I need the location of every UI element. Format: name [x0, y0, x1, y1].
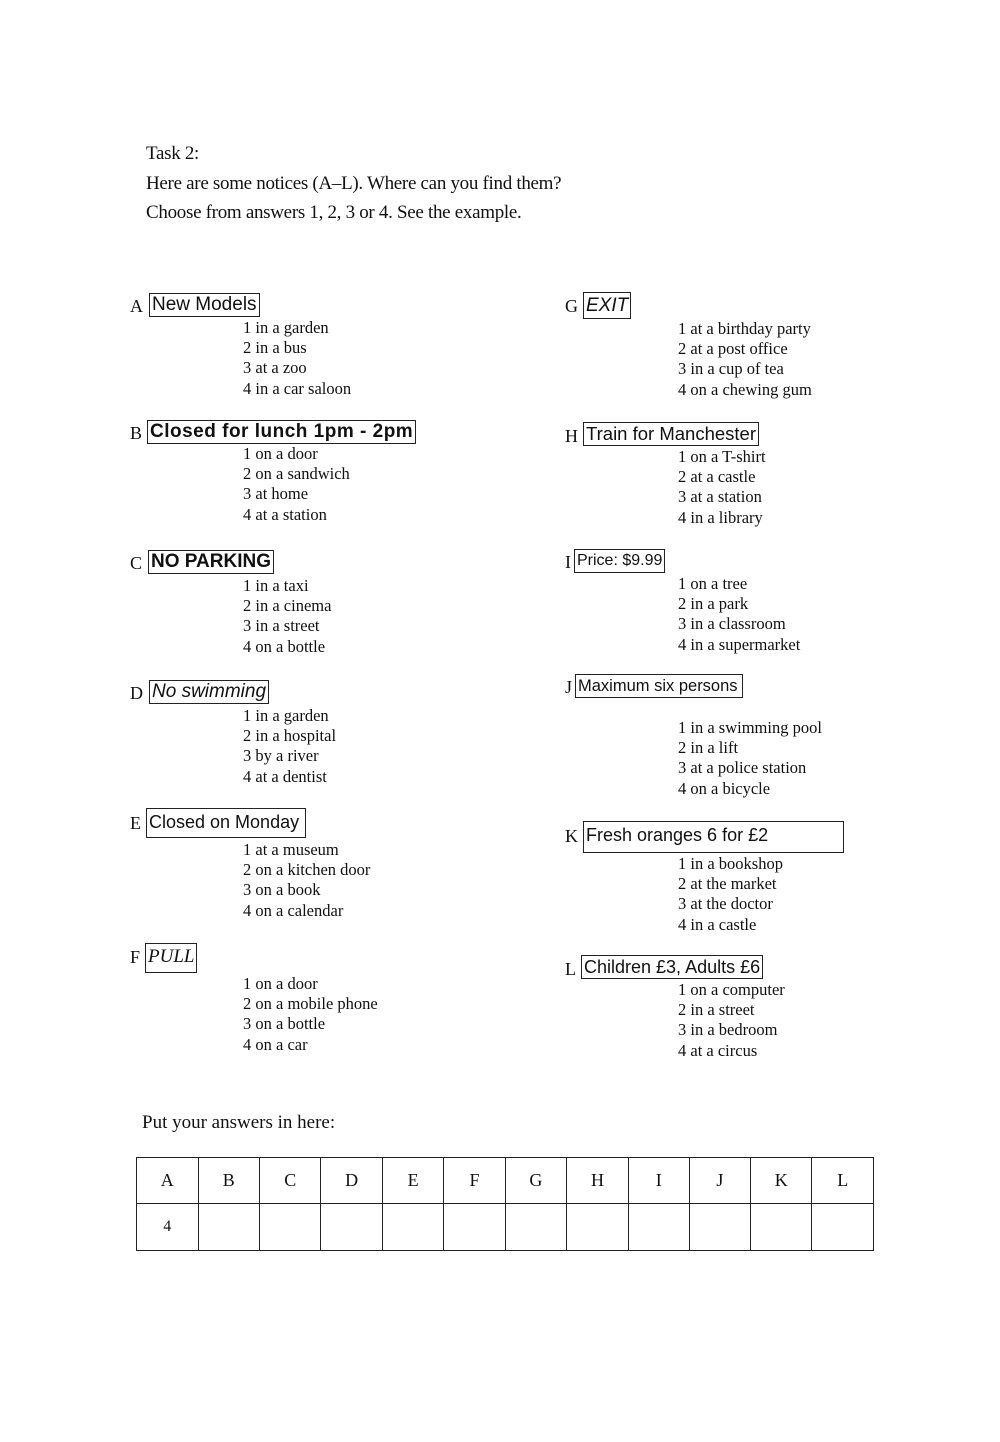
notice-f: PULL	[145, 943, 197, 973]
answer-cell-e[interactable]	[382, 1204, 443, 1251]
notice-k: Fresh oranges 6 for £2	[583, 821, 844, 853]
question-letter-j: J	[565, 677, 573, 697]
option-j-3[interactable]: 3 at a police station	[678, 758, 807, 778]
instruction-line-2: Choose from answers 1, 2, 3 or 4. See the example.	[146, 202, 522, 223]
option-g-2[interactable]: 2 at a post office	[678, 339, 788, 359]
option-h-2[interactable]: 2 at a castle	[678, 467, 756, 487]
answer-header-k: K	[750, 1158, 812, 1204]
option-g-1[interactable]: 1 at a birthday party	[678, 319, 811, 338]
answer-header-h: H	[567, 1158, 629, 1204]
options-k	[678, 854, 783, 935]
option-d-4[interactable]: 4 at a dentist	[243, 766, 327, 786]
notice-g: EXIT	[583, 292, 631, 319]
option-f-1[interactable]: 1 on a door	[243, 974, 318, 993]
option-e-1[interactable]: 1 at a museum	[243, 840, 339, 859]
option-a-2[interactable]: 2 in a bus	[243, 338, 307, 358]
option-j-2[interactable]: 2 in a lift	[678, 738, 739, 758]
notice-a: New Models	[149, 293, 260, 317]
option-b-1[interactable]: 1 on a door	[243, 444, 318, 463]
answer-cell-l[interactable]	[812, 1204, 874, 1251]
question-letter-k: K	[565, 826, 578, 846]
option-k-2[interactable]: 2 at the market	[678, 874, 777, 894]
option-f-3[interactable]: 3 on a bottle	[243, 1014, 326, 1034]
question-letter-d: D	[130, 683, 143, 703]
option-k-4[interactable]: 4 in a castle	[678, 914, 757, 934]
question-letter-c: C	[130, 553, 143, 573]
option-b-4[interactable]: 4 at a station	[243, 504, 327, 524]
answer-header-d: D	[321, 1158, 383, 1204]
answer-header-g: G	[505, 1158, 567, 1204]
answer-header-l: L	[812, 1158, 874, 1204]
question-letter-e: E	[130, 813, 141, 833]
answer-cell-c[interactable]	[259, 1204, 320, 1251]
answer-header-f: F	[444, 1158, 505, 1204]
notice-l: Children £3, Adults £6	[581, 955, 763, 979]
question-letter-f: F	[130, 947, 141, 967]
notice-c: NO PARKING	[148, 550, 274, 574]
answer-header-j: J	[689, 1158, 750, 1204]
option-g-4[interactable]: 4 on a chewing gum	[678, 379, 812, 399]
answer-cell-h[interactable]	[567, 1204, 629, 1251]
option-e-3[interactable]: 3 on a book	[243, 880, 321, 900]
option-c-4[interactable]: 4 on a bottle	[243, 636, 326, 656]
option-j-4[interactable]: 4 on a bicycle	[678, 778, 771, 798]
option-i-2[interactable]: 2 in a park	[678, 594, 749, 614]
question-letter-h: H	[565, 426, 578, 446]
answer-header-b: B	[198, 1158, 259, 1204]
answer-cell-i[interactable]	[628, 1204, 689, 1251]
option-h-3[interactable]: 3 at a station	[678, 487, 762, 507]
options-i	[678, 574, 800, 655]
options-b	[243, 444, 350, 525]
options-d	[243, 706, 336, 787]
option-l-4[interactable]: 4 at a circus	[678, 1040, 758, 1060]
question-letter-a: A	[130, 296, 143, 316]
answer-cell-k[interactable]	[750, 1204, 812, 1251]
option-a-4[interactable]: 4 in a car saloon	[243, 378, 352, 398]
instruction-line-1: Here are some notices (A–L). Where can you find them?	[146, 173, 562, 194]
option-k-3[interactable]: 3 at the doctor	[678, 894, 773, 914]
option-f-4[interactable]: 4 on a car	[243, 1034, 308, 1054]
notice-e: Closed on Monday	[146, 808, 306, 838]
option-b-2[interactable]: 2 on a sandwich	[243, 464, 350, 484]
option-d-3[interactable]: 3 by a river	[243, 746, 319, 766]
question-letter-b: B	[130, 423, 143, 443]
option-l-1[interactable]: 1 on a computer	[678, 980, 785, 999]
question-letter-l: L	[565, 959, 576, 979]
option-a-3[interactable]: 3 at a zoo	[243, 358, 307, 378]
option-h-1[interactable]: 1 on a T-shirt	[678, 447, 766, 466]
notice-b: Closed for lunch 1pm - 2pm	[147, 420, 416, 444]
options-c	[243, 576, 331, 657]
option-i-1[interactable]: 1 on a tree	[678, 574, 748, 593]
options-e	[243, 840, 370, 921]
options-j	[678, 718, 822, 799]
answer-cell-d[interactable]	[321, 1204, 383, 1251]
answer-cell-a[interactable]: 4	[137, 1204, 199, 1251]
options-h	[678, 447, 766, 528]
answer-header-e: E	[382, 1158, 443, 1204]
option-c-1[interactable]: 1 in a taxi	[243, 576, 309, 595]
notice-i: Price: $9.99	[574, 549, 665, 573]
options-g	[678, 319, 812, 400]
answer-cell-f[interactable]	[444, 1204, 505, 1251]
task-title: Task 2:	[146, 143, 200, 164]
question-letter-g: G	[565, 296, 578, 316]
option-c-2[interactable]: 2 in a cinema	[243, 596, 332, 616]
option-d-2[interactable]: 2 in a hospital	[243, 726, 337, 746]
answer-header-a: A	[137, 1158, 199, 1204]
options-f	[243, 974, 378, 1055]
option-i-3[interactable]: 3 in a classroom	[678, 614, 786, 634]
answer-header-i: I	[628, 1158, 689, 1204]
option-b-3[interactable]: 3 at home	[243, 484, 309, 504]
option-d-1[interactable]: 1 in a garden	[243, 706, 329, 725]
option-a-1[interactable]: 1 in a garden	[243, 318, 329, 337]
answer-header-c: C	[259, 1158, 320, 1204]
notice-j: Maximum six persons	[575, 674, 743, 698]
answer-cell-b[interactable]	[198, 1204, 259, 1251]
option-l-3[interactable]: 3 in a bedroom	[678, 1020, 778, 1040]
options-l	[678, 980, 785, 1061]
option-e-4[interactable]: 4 on a calendar	[243, 900, 344, 920]
answer-cell-g[interactable]	[505, 1204, 567, 1251]
answers-label: Put your answers in here:	[142, 1112, 336, 1133]
answer-table	[136, 1157, 874, 1251]
option-j-1[interactable]: 1 in a swimming pool	[678, 718, 822, 737]
option-i-4[interactable]: 4 in a supermarket	[678, 634, 801, 654]
option-e-2[interactable]: 2 on a kitchen door	[243, 860, 371, 880]
option-g-3[interactable]: 3 in a cup of tea	[678, 359, 784, 379]
option-l-2[interactable]: 2 in a street	[678, 1000, 755, 1020]
option-f-2[interactable]: 2 on a mobile phone	[243, 994, 378, 1014]
notice-h: Train for Manchester	[583, 422, 759, 446]
option-h-4[interactable]: 4 in a library	[678, 507, 763, 527]
notice-d: No swimming	[149, 680, 269, 704]
answer-cell-j[interactable]	[689, 1204, 750, 1251]
option-k-1[interactable]: 1 in a bookshop	[678, 854, 783, 873]
question-letter-i: I	[565, 552, 571, 572]
option-c-3[interactable]: 3 in a street	[243, 616, 320, 636]
options-a	[243, 318, 351, 399]
